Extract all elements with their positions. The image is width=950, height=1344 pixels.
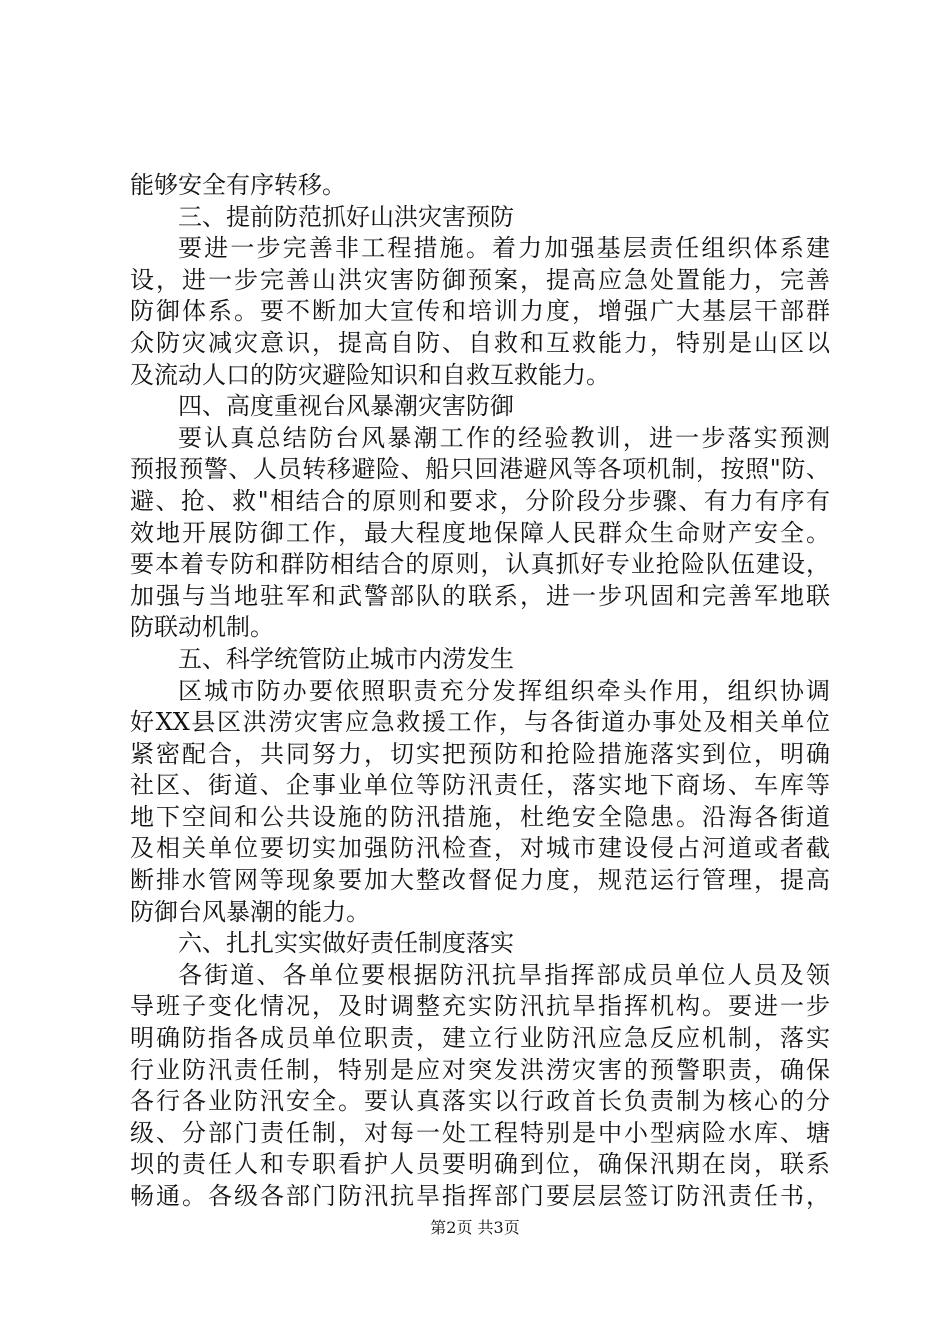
text-line: 效地开展防御工作，最大程度地保障人民群众生命财产安全。 bbox=[130, 518, 830, 547]
text-line: 断排水管网等现象要加大整改督促力度，规范运行管理，提高 bbox=[130, 866, 830, 895]
text-line: 各街道、各单位要根据防汛抗旱指挥部成员单位人员及领 bbox=[178, 960, 830, 989]
text-line: 五、科学统管防止城市内涝发生 bbox=[178, 644, 514, 673]
text-line: 区城市防办要依照职责充分发挥组织牵头作用，组织协调 bbox=[178, 676, 830, 705]
text-line: 预报预警、人员转移避险、船只回港避风等各项机制，按照"防、 bbox=[130, 455, 830, 484]
text-line: 四、高度重视台风暴潮灾害防御 bbox=[178, 392, 514, 421]
text-line: 紧密配合，共同努力，切实把预防和抢险措施落实到位，明确 bbox=[130, 739, 830, 768]
text-line: 要认真总结防台风暴潮工作的经验教训，进一步落实预测 bbox=[178, 423, 830, 452]
text-line: 要进一步完善非工程措施。着力加强基层责任组织体系建 bbox=[178, 234, 830, 263]
text-line: 能够安全有序转移。 bbox=[130, 171, 346, 199]
text-line: 及相关单位要切实加强防汛检查，对城市建设侵占河道或者截 bbox=[130, 834, 830, 863]
text-line: 好XX县区洪涝灾害应急救援工作，与各街道办事处及相关单位 bbox=[130, 708, 830, 737]
text-line: 三、提前防范抓好山洪灾害预防 bbox=[178, 202, 514, 231]
text-line: 各行各业防汛安全。要认真落实以行政首长负责制为核心的分 bbox=[130, 1087, 830, 1116]
text-line: 设，进一步完善山洪灾害防御预案，提高应急处置能力，完善 bbox=[130, 265, 830, 294]
text-line: 及流动人口的防灾避险知识和自救互救能力。 bbox=[130, 360, 610, 389]
text-line: 坝的责任人和专职看护人员要明确到位，确保汛期在岗，联系 bbox=[130, 1150, 830, 1179]
text-line: 行业防汛责任制，特别是应对突发洪涝灾害的预警职责，确保 bbox=[130, 1055, 830, 1084]
page-footer bbox=[0, 1218, 950, 1238]
text-line: 畅通。各级各部门防汛抗旱指挥部门要层层签订防汛责任书， bbox=[130, 1182, 830, 1210]
text-line: 要本着专防和群防相结合的原则，认真抓好专业抢险队伍建设， bbox=[130, 550, 830, 579]
text-line: 防御台风暴潮的能力。 bbox=[130, 897, 370, 926]
text-line: 导班子变化情况，及时调整充实防汛抗旱指挥机构。要进一步 bbox=[130, 992, 830, 1021]
text-line: 地下空间和公共设施的防汛措施，杜绝安全隐患。沿海各街道 bbox=[130, 802, 830, 831]
text-line: 级、分部门责任制，对每一处工程特别是中小型病险水库、塘 bbox=[130, 1118, 830, 1147]
text-line: 避、抢、救"相结合的原则和要求，分阶段分步骤、有力有序有 bbox=[130, 486, 830, 515]
text-line: 防御体系。要不断加大宣传和培训力度，增强广大基层干部群 bbox=[130, 297, 830, 326]
text-line: 防联动机制。 bbox=[130, 613, 274, 642]
page-number: 第2页 共3页 bbox=[430, 1218, 520, 1237]
text-line: 六、扎扎实实做好责任制度落实 bbox=[178, 929, 514, 958]
text-line: 加强与当地驻军和武警部队的联系，进一步巩固和完善军地联 bbox=[130, 581, 830, 610]
text-line: 明确防指各成员单位职责，建立行业防汛应急反应机制，落实 bbox=[130, 1024, 830, 1053]
text-line: 社区、街道、企事业单位等防汛责任，落实地下商场、车库等 bbox=[130, 771, 830, 800]
document-body bbox=[130, 170, 830, 1213]
text-line: 众防灾减灾意识，提高自防、自救和互救能力，特别是山区以 bbox=[130, 328, 830, 357]
